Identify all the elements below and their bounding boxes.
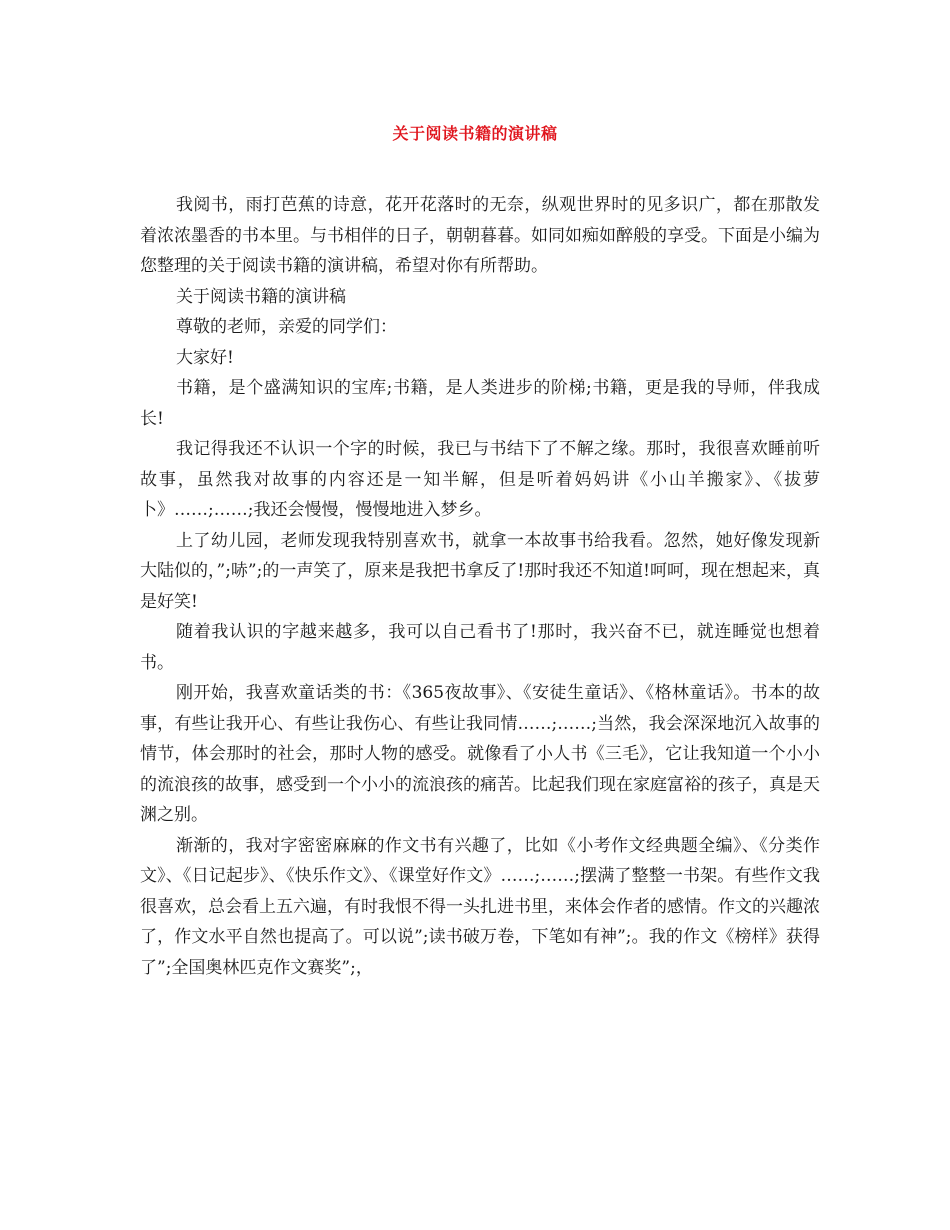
paragraph-books-mentor: 书籍，是个盛满知识的宝库;书籍，是人类进步的阶梯;书籍，更是我的导师，伴我成长! [140, 378, 820, 429]
document-body [140, 190, 820, 983]
paragraph-bedtime-stories: 我记得我还不认识一个字的时候，我已与书结下了不解之缘。那时，我很喜欢睡前听故事，虽然我对故事的内容还是一知半解，但是听着妈妈讲《小山羊搬家》、《拔萝卜》……;……;我还会慢慢，慢慢地进入梦乡。 [140, 439, 820, 520]
paragraph-greeting: 大家好! [176, 347, 234, 368]
document-title: 关于阅读书籍的演讲稿 [392, 124, 558, 143]
paragraph-salutation: 尊敬的老师，亲爱的同学们： [176, 317, 397, 337]
paragraph-subtitle: 关于阅读书籍的演讲稿 [176, 286, 346, 307]
paragraph-fairy-tales: 刚开始，我喜欢童话类的书：《365夜故事》、《安徒生童话》、《格林童话》。书本的故事，有些让我开心、有些让我伤心、有些让我同情……;……;当然，我会深深地沉入故事的情节，体会那时的社会，那时人物的感受。就像看了小人书《三毛》，它让我知道一个小小的流浪孩的故事，感受到一个小小的流浪孩的痛苦。比起我们现在家庭富裕的孩子，真是天渊之别。 [140, 683, 820, 825]
paragraph-intro: 我阅书，雨打芭蕉的诗意，花开花落时的无奈，纵观世界时的见多识广，都在那散发着浓浓墨香的书本里。与书相伴的日子，朝朝暮暮。如同如痴如醉般的享受。下面是小编为您整理的关于阅读书籍的演讲稿，希望对你有所帮助。 [140, 195, 820, 276]
paragraph-kindergarten: 上了幼儿园，老师发现我特别喜欢书，就拿一本故事书给我看。忽然，她好像发现新大陆似的，”;哧”;的一声笑了，原来是我把书拿反了!那时我还不知道!呵呵，现在想起来，真是好笑! [140, 530, 820, 612]
paragraph-reading-alone: 随着我认识的字越来越多，我可以自己看书了!那时，我兴奋不已，就连睡觉也想着书。 [140, 622, 820, 673]
paragraph-composition-books: 渐渐的，我对字密密麻麻的作文书有兴趣了，比如《小考作文经典题全编》、《分类作文》、《日记起步》、《快乐作文》、《课堂好作文》……;……;摆满了整整一书架。有些作文我很喜欢，总会看上五六遍，有时我恨不得一头扎进书里，来体会作者的感情。作文的兴趣浓了，作文水平自然也提高了。可以说”;读书破万卷，下笔如有神”;。我的作文《榜样》获得了”;全国奥林匹克作文赛奖”;， [140, 835, 820, 978]
